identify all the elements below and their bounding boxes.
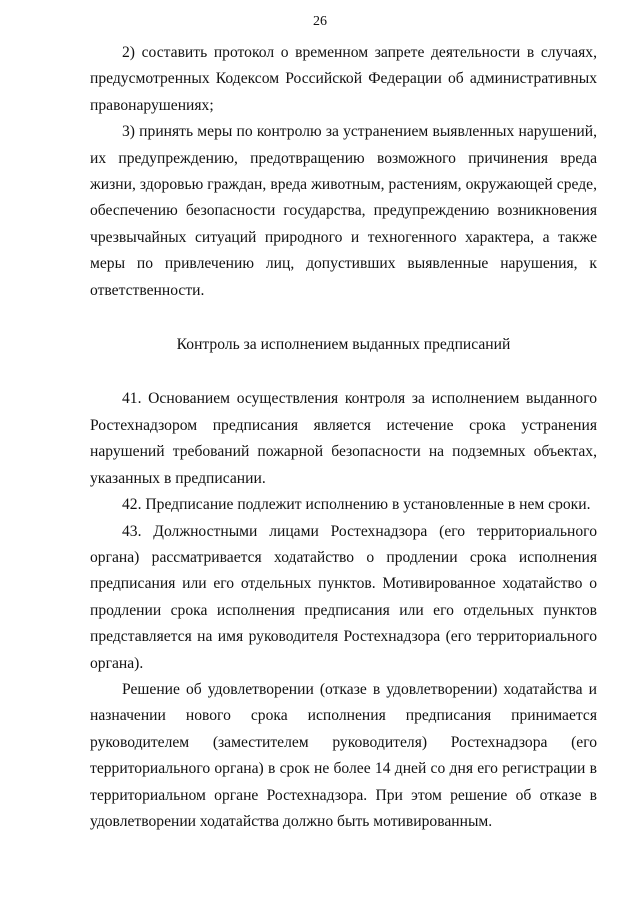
paragraph-43: 43. Должностными лицами Ростехнадзора (его территориального органа) рассматривается ходатайство о продлении срока исполнения предписания или его отдельных пунктов. Мотивированное ходатайство о продлении срока исполнения предписания или его отдельных пунктов представляется на имя руководителя Ростехнадзора (его территориального органа). — [90, 522, 597, 672]
section-heading: Контроль за исполнением выданных предписаний — [176, 336, 511, 354]
page-number: 26 — [313, 14, 327, 29]
paragraph-decision: Решение об удовлетворении (отказе в удовлетворении) ходатайства и назначении нового срока исполнения предписания принимается руководителем (заместителем руководителя) Ростехнадзора (его территориального органа) в срок не более 14 дней со дня его регистрации в территориальном органе Ростехнадзора. При этом решение об отказе в удовлетворении ходатайства должно быть мотивированным. — [90, 680, 597, 830]
paragraph-item-2: 2) составить протокол о временном запрете деятельности в случаях, предусмотренных Кодексом Российской Федерации об административных правонарушениях; — [90, 44, 597, 114]
paragraph-41: 41. Основанием осуществления контроля за исполнением выданного Ростехнадзором предписания является истечение срока устранения нарушений требований пожарной безопасности на подземных объектах, указанных в предписании. — [90, 390, 597, 487]
paragraph-item-3: 3) принять меры по контролю за устранением выявленных нарушений, их предупреждению, предотвращению возможного причинения вреда жизни, здоровью граждан, вреда животным, растениям, окружающей среде, обеспечению безопасности государства, предупреждению возникновения чрезвычайных ситуаций природного и техногенного характера, а также меры по привлечению лиц, допустивших выявленные нарушения, к ответственности. — [90, 123, 597, 299]
paragraph-42: 42. Предписание подлежит исполнению в установленные в нем сроки. — [122, 496, 591, 514]
document-body — [90, 40, 597, 835]
